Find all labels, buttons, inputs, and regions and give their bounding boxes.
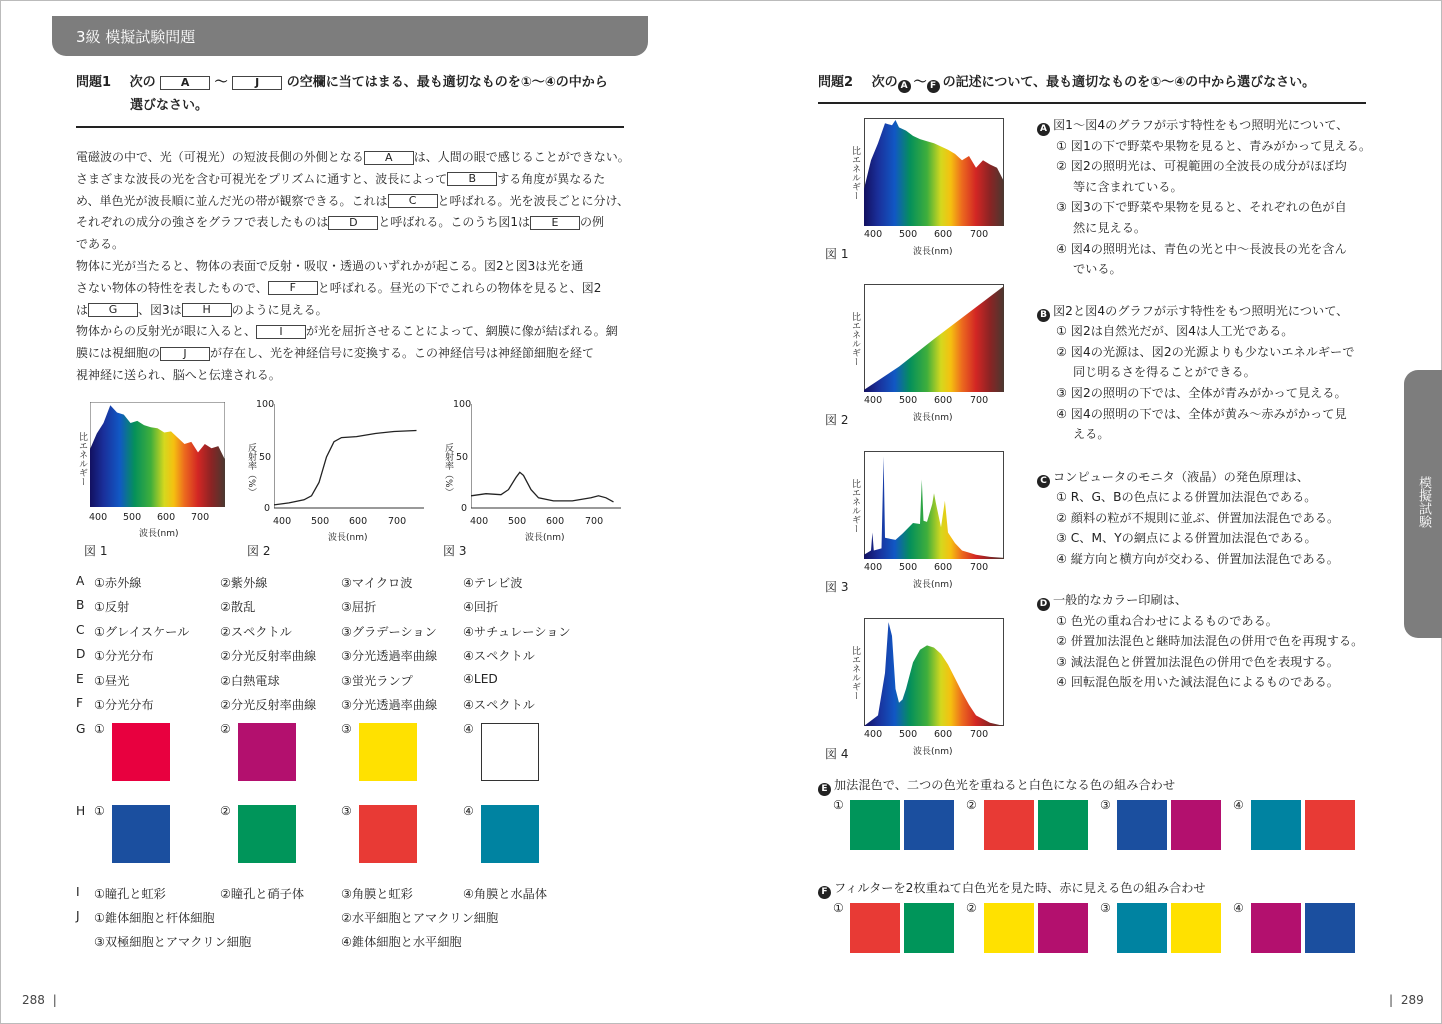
blank-d: D <box>328 216 378 230</box>
fig3-reflectance-chart <box>471 404 621 510</box>
option-row-j-2 <box>76 933 636 951</box>
figure-label: 図 2 <box>825 413 849 427</box>
passage-line: である。 <box>76 237 125 252</box>
option-row-a <box>76 574 636 592</box>
fig2-ytick: 100 <box>256 399 275 410</box>
option-3[interactable]: ③分光透過率曲線 <box>341 649 438 664</box>
passage-line <box>76 191 636 213</box>
option-4[interactable]: ④サチュレーション <box>463 624 571 639</box>
option-number: ④ <box>463 722 474 736</box>
option-2[interactable]: ②白熱電球 <box>220 673 280 688</box>
fig2-reflectance-chart <box>274 404 424 510</box>
q2-d-option-1[interactable]: ① 色光の重ね合わせによるものである。 <box>1056 613 1278 628</box>
t: が光を屈折させることによって、網膜に像が結ばれる。網 <box>306 324 618 339</box>
option-2[interactable]: ②紫外線 <box>220 576 268 590</box>
q1-head-pre: 次の <box>129 75 156 90</box>
option-letter: A <box>76 574 85 588</box>
fig3-xtick: 700 <box>585 516 604 527</box>
fig1-tick: 500 <box>123 512 142 523</box>
t: さない物体の特性を表したもので、 <box>76 280 268 295</box>
option-1[interactable]: ①赤外線 <box>94 576 142 590</box>
fig1-spectrum-chart <box>90 402 225 507</box>
page-number-left <box>22 993 57 1007</box>
fig2-xtick: 700 <box>388 516 407 527</box>
stem-text: フィルターを2枚重ねて白色光を見た時、赤に見える色の組み合わせ <box>834 881 1206 895</box>
option-1[interactable]: ①グレイスケール <box>94 624 190 639</box>
option-number: ④ <box>1233 798 1244 812</box>
option-2[interactable]: ②分光反射率曲線 <box>220 649 317 664</box>
f-pair-4-color-1[interactable] <box>1251 903 1301 953</box>
fig3-ylabel: 反射率（%） <box>443 443 453 497</box>
energy-ylabel: 比エネルギー <box>850 146 860 200</box>
option-1[interactable]: ①昼光 <box>94 673 130 688</box>
fig1-tick: 400 <box>89 512 108 523</box>
q1-head-blank-j: J <box>232 76 282 90</box>
fig1-tick: 700 <box>191 512 210 523</box>
fig2-xtick: 400 <box>273 516 292 527</box>
x-tick: 600 <box>934 562 953 573</box>
q2-b-option-1[interactable]: ① 図2は自然光だが、図4は人工光である。 <box>1056 324 1294 339</box>
reflectance-line <box>471 472 614 502</box>
h-swatch-2[interactable] <box>238 805 296 863</box>
option-number: ② <box>220 722 231 736</box>
q2-fig4-spectrum <box>864 618 1004 726</box>
option-3[interactable]: ③蛍光ランプ <box>341 673 413 688</box>
option-3[interactable]: ③分光透過率曲線 <box>341 698 438 712</box>
q2-d-option-4[interactable]: ④ 回転混色版を用いた減法混色によるものである。 <box>1056 675 1339 690</box>
q2-fig3-spectrum <box>864 451 1004 559</box>
passage-line <box>76 321 636 343</box>
q2-e-stem <box>818 775 1175 796</box>
g-swatch-3[interactable] <box>359 723 417 781</box>
wavelength-xlabel: 波長(nm) <box>913 580 953 590</box>
q2-d-option-3[interactable]: ③ 減法混色と併置加法混色の併用で色を表現する。 <box>1056 654 1339 669</box>
option-row-e <box>76 672 636 690</box>
option-4[interactable]: ④回折 <box>463 600 499 615</box>
option-number: ② <box>220 804 231 818</box>
fig2-ytick: 50 <box>259 452 272 463</box>
option-3[interactable]: ③マイクロ波 <box>341 576 413 590</box>
option-number: ③ <box>341 804 352 818</box>
wavelength-xlabel: 波長(nm) <box>913 247 953 257</box>
wavelength-xlabel: 波長(nm) <box>913 747 953 757</box>
e-pair-1-color-2[interactable] <box>904 800 954 850</box>
q2-b-option-2[interactable]: ② 図4の光源は、図2の光源よりも少ないエネルギーで <box>1056 344 1355 359</box>
option-number: ③ <box>1100 901 1111 915</box>
passage-line: 物体に光が当たると、物体の表面で反射・吸収・透過のいずれかが起こる。図2と図3は光を通 <box>76 258 584 273</box>
q1-rule <box>76 126 624 128</box>
option-4[interactable]: ④LED <box>463 671 498 686</box>
blank-i: I <box>256 325 306 339</box>
option-number: ① <box>94 804 105 818</box>
mark-e-icon: E <box>818 783 831 796</box>
option-1[interactable]: ①分光分布 <box>94 649 154 664</box>
page-title: 3級 模擬試験問題 <box>76 28 196 46</box>
t: が存在し、光を神経信号に変換する。この神経信号は神経節細胞を経て <box>210 346 595 361</box>
figure-label: 図 3 <box>825 580 849 594</box>
option-letter: F <box>76 696 84 710</box>
t: の例 <box>580 215 605 230</box>
q1-head-line2: 選びなさい。 <box>130 98 209 113</box>
q2-a-option-2-cont: 等に含まれている。 <box>1073 179 1183 194</box>
option-4[interactable]: ④角膜と水晶体 <box>463 887 548 901</box>
stem-text: 加法混色で、二つの色光を重ねると白色になる色の組み合わせ <box>834 778 1176 792</box>
t: 物体からの反射光が眼に入ると、 <box>76 324 257 339</box>
option-number: ① <box>833 901 844 915</box>
fig2-ytick: 0 <box>264 503 271 514</box>
fig3-label: 図 3 <box>443 544 467 558</box>
fig2-xtick: 600 <box>349 516 368 527</box>
q1-passage <box>76 147 636 387</box>
option-row-i <box>76 885 636 903</box>
option-4[interactable]: ④スペクトル <box>463 698 535 712</box>
x-tick: 600 <box>934 395 953 406</box>
blank-a: A <box>364 151 414 165</box>
fig3-xtick: 600 <box>546 516 565 527</box>
blank-j: J <box>160 347 210 361</box>
option-3[interactable]: ③屈折 <box>341 600 377 615</box>
mark-a-icon: A <box>898 80 911 93</box>
stem-text: 一般的なカラー印刷は、 <box>1053 593 1188 607</box>
q2-c-option-1[interactable]: ① R、G、Bの色点による併置加法混色である。 <box>1056 490 1317 505</box>
mark-b-icon: B <box>1037 309 1050 322</box>
x-tick: 500 <box>899 395 918 406</box>
q1-head-post: の空欄に当てはまる、最も適切なものを①〜④の中から <box>286 75 608 90</box>
q2-head-post: の記述について、最も適切なものを①〜④の中から選びなさい。 <box>942 75 1316 90</box>
fig3-xtick: 400 <box>470 516 489 527</box>
q2-head-tilde: 〜 <box>913 75 927 90</box>
fig2-label: 図 2 <box>247 544 271 558</box>
stem-text: 図1〜図4のグラフが示す特性をもつ照明光について、 <box>1053 118 1349 132</box>
e-pair-1-color-1[interactable] <box>850 800 900 850</box>
t: と呼ばれる。このうち図1は <box>378 215 531 230</box>
option-3[interactable]: ③角膜と虹彩 <box>341 887 413 901</box>
option-letter: D <box>76 647 86 662</box>
g-swatch-4[interactable] <box>481 723 539 781</box>
g-swatch-2[interactable] <box>238 723 296 781</box>
e-pair-2-color-1[interactable] <box>984 800 1034 850</box>
x-tick: 500 <box>899 729 918 740</box>
t: 、図3は <box>138 302 182 317</box>
x-tick: 600 <box>934 729 953 740</box>
q2-a-option-4-cont: でいる。 <box>1073 262 1122 277</box>
blank-f: F <box>268 281 318 295</box>
x-tick: 400 <box>864 229 883 240</box>
passage-line <box>76 169 636 191</box>
mark-c-icon: C <box>1037 475 1050 488</box>
blank-b: B <box>447 172 497 186</box>
q2-f-stem <box>818 878 1206 899</box>
q2-label: 問題2 <box>818 75 854 90</box>
f-pair-2-color-1[interactable] <box>984 903 1034 953</box>
option-2[interactable]: ②水平細胞とアマクリン細胞 <box>341 911 499 925</box>
energy-ylabel: 比エネルギー <box>850 479 860 533</box>
passage-line: 視神経に送られ、脳へと伝達される。 <box>76 367 281 382</box>
h-swatch-4[interactable] <box>481 805 539 863</box>
fig1-label: 図 1 <box>84 544 108 558</box>
stem-text: 図2と図4のグラフが示す特性をもつ照明光について、 <box>1053 303 1349 318</box>
q1-head-tilde: 〜 <box>214 75 228 90</box>
option-row-d <box>76 647 636 665</box>
option-2[interactable]: ②散乱 <box>220 600 256 615</box>
option-number: ② <box>966 901 977 915</box>
option-4[interactable]: ④スペクトル <box>463 649 535 664</box>
option-letter: I <box>76 885 80 899</box>
reflectance-line <box>274 431 417 505</box>
energy-ylabel: 比エネルギー <box>850 646 860 700</box>
fig2-xlabel: 波長(nm) <box>328 533 368 543</box>
t: 膜には視細胞の <box>76 346 161 361</box>
q2-a-option-2[interactable]: ② 図2の照明光は、可視範囲の全波長の成分がほぼ均 <box>1056 159 1347 174</box>
option-number: ③ <box>1100 798 1111 812</box>
t: と呼ばれる。光を波長ごとに分け、 <box>437 193 630 208</box>
figure-label: 図 1 <box>825 247 849 261</box>
x-tick: 700 <box>970 229 989 240</box>
fig3-ytick: 0 <box>461 503 468 514</box>
wavelength-xlabel: 波長(nm) <box>913 413 953 423</box>
q2-b-stem <box>1037 301 1348 322</box>
separator: | <box>1389 993 1394 1007</box>
q2-b-option-4[interactable]: ④ 図4の照明の下では、全体が黄み〜赤みがかって見 <box>1056 406 1347 421</box>
option-letter: B <box>76 598 85 613</box>
fig3-ytick: 50 <box>456 452 469 463</box>
passage-line <box>76 147 636 169</box>
h-swatch-3[interactable] <box>359 805 417 863</box>
q1-head-blank-a: A <box>160 76 210 90</box>
t: さまざまな波長の光を含む可視光をプリズムに通すと、波長によって <box>76 171 448 186</box>
fig3-ytick: 100 <box>453 399 472 410</box>
separator: | <box>52 993 57 1007</box>
option-2[interactable]: ②瞳孔と硝子体 <box>220 887 305 901</box>
t: それぞれの成分の強さをグラフで表したものは <box>76 215 329 230</box>
q2-d-option-2[interactable]: ② 併置加法混色と継時加法混色の併用で色を再現する。 <box>1056 634 1364 649</box>
f-pair-2-color-2[interactable] <box>1038 903 1088 953</box>
option-row-c <box>76 623 636 641</box>
q2-a-stem <box>1037 115 1348 136</box>
passage-line <box>76 300 636 322</box>
option-3[interactable]: ③グラデーション <box>341 624 437 639</box>
h-swatch-1[interactable] <box>112 805 170 863</box>
mark-f-icon: F <box>927 80 940 93</box>
option-number: ③ <box>341 722 352 736</box>
t: は <box>76 302 89 317</box>
q2-a-option-4[interactable]: ④ 図4の照明光は、青色の光と中〜長波長の光を含ん <box>1056 241 1347 256</box>
q2-heading <box>818 72 1315 94</box>
x-tick: 400 <box>864 729 883 740</box>
f-pair-3-color-2[interactable] <box>1171 903 1221 953</box>
e-pair-4-color-1[interactable] <box>1251 800 1301 850</box>
fig3-xtick: 500 <box>508 516 527 527</box>
option-1[interactable]: ①瞳孔と虹彩 <box>94 887 166 901</box>
page-number-right <box>1389 993 1424 1007</box>
blank-e: E <box>530 216 580 230</box>
stem-text: コンピュータのモニタ（液晶）の発色原理は、 <box>1053 469 1309 484</box>
option-number: ① <box>94 722 105 736</box>
option-1[interactable]: ①反射 <box>94 600 130 615</box>
option-2[interactable]: ②分光反射率曲線 <box>220 698 317 712</box>
t: め、単色光が波長順に並んだ光の帯が観察できる。これは <box>76 193 388 208</box>
q2-c-option-3[interactable]: ③ C、M、Yの網点による併置加法混色である。 <box>1056 531 1317 546</box>
fig2-xtick: 500 <box>311 516 330 527</box>
x-tick: 400 <box>864 562 883 573</box>
q2-a-option-3[interactable]: ③ 図3の下で野菜や果物を見ると、それぞれの色が自 <box>1056 200 1347 215</box>
f-pair-3-color-1[interactable] <box>1117 903 1167 953</box>
option-2[interactable]: ②スペクトル <box>220 624 292 639</box>
passage-line <box>76 278 636 300</box>
page-num: 289 <box>1400 993 1424 1007</box>
q2-a-option-3-cont: 然に見える。 <box>1073 221 1147 235</box>
passage-line <box>76 343 636 365</box>
t: と呼ばれる。昼光の下でこれらの物体を見ると、図2 <box>317 280 602 295</box>
option-3[interactable]: ③双極細胞とアマクリン細胞 <box>94 935 252 949</box>
t: のように見える。 <box>231 302 328 317</box>
option-letter-h: H <box>76 804 86 818</box>
option-number: ④ <box>463 804 474 818</box>
g-swatch-1[interactable] <box>112 723 170 781</box>
q2-fig2-spectrum <box>864 284 1004 392</box>
option-letter: E <box>76 671 84 686</box>
q2-a-option-1[interactable]: ① 図1の下で野菜や果物を見ると、青みがかって見える。 <box>1056 138 1372 153</box>
x-tick: 700 <box>970 562 989 573</box>
q2-head-pre: 次の <box>871 75 898 90</box>
page-num: 288 <box>22 993 45 1007</box>
option-4[interactable]: ④錐体細胞と水平細胞 <box>341 935 462 949</box>
fig1-ylabel: 比エネルギー <box>77 432 87 486</box>
option-number: ④ <box>1233 901 1244 915</box>
passage-line <box>76 212 636 234</box>
option-4[interactable]: ④テレビ波 <box>463 576 523 590</box>
q1-heading <box>76 72 608 94</box>
q2-b-option-3[interactable]: ③ 図2の照明の下では、全体が青みがかって見える。 <box>1056 385 1347 400</box>
f-pair-1-color-1[interactable] <box>850 903 900 953</box>
e-pair-2-color-2[interactable] <box>1038 800 1088 850</box>
q2-d-stem <box>1037 590 1187 611</box>
e-pair-3-color-2[interactable] <box>1171 800 1221 850</box>
t: する角度が異なるた <box>497 171 606 186</box>
fig1-tick: 600 <box>157 512 176 523</box>
fig3-xlabel: 波長(nm) <box>525 533 565 543</box>
option-row-b <box>76 598 636 616</box>
option-letter: C <box>76 622 85 637</box>
q2-c-option-4[interactable]: ④ 縦方向と横方向が交わる、併置加法混色である。 <box>1056 551 1339 566</box>
q2-c-option-2[interactable]: ② 顔料の粒が不規則に並ぶ、併置加法混色である。 <box>1056 510 1340 525</box>
option-row-j <box>76 909 636 927</box>
section-side-label: 模擬試験 <box>1416 476 1431 528</box>
q2-c-stem <box>1037 467 1309 488</box>
option-letter-g: G <box>76 722 86 736</box>
mark-f-icon: F <box>818 886 831 899</box>
blank-h: H <box>182 303 232 317</box>
e-pair-4-color-2[interactable] <box>1305 800 1355 850</box>
x-tick: 700 <box>970 395 989 406</box>
option-number: ② <box>966 798 977 812</box>
q2-rule <box>818 102 1366 104</box>
t: は、人間の眼で感じることができない。 <box>413 150 630 164</box>
option-1[interactable]: ①分光分布 <box>94 698 154 712</box>
x-tick: 400 <box>864 395 883 406</box>
mark-d-icon: D <box>1037 598 1050 611</box>
option-letter: J <box>76 909 80 923</box>
option-number: ① <box>833 798 844 812</box>
blank-c: C <box>388 194 438 208</box>
x-tick: 500 <box>899 562 918 573</box>
q1-label: 問題1 <box>76 75 112 90</box>
x-tick: 700 <box>970 729 989 740</box>
fig1-xlabel: 波長(nm) <box>139 529 179 539</box>
fig2-ylabel: 反射率（%） <box>246 443 256 497</box>
option-1[interactable]: ①錐体細胞と杆体細胞 <box>94 911 215 925</box>
energy-ylabel: 比エネルギー <box>850 312 860 366</box>
e-pair-3-color-1[interactable] <box>1117 800 1167 850</box>
figure-label: 図 4 <box>825 747 849 761</box>
q2-b-option-4-cont: える。 <box>1073 427 1110 442</box>
x-tick: 600 <box>934 229 953 240</box>
f-pair-1-color-2[interactable] <box>904 903 954 953</box>
t: 電磁波の中で、光（可視光）の短波長側の外側となる <box>76 150 364 164</box>
f-pair-4-color-2[interactable] <box>1305 903 1355 953</box>
q2-b-option-2-cont: 同じ明るさを得ることができる。 <box>1073 365 1256 380</box>
x-tick: 500 <box>899 229 918 240</box>
blank-g: G <box>88 303 138 317</box>
mark-a-icon: A <box>1037 123 1050 136</box>
option-row-f <box>76 696 636 714</box>
q2-fig1-spectrum <box>864 118 1004 226</box>
